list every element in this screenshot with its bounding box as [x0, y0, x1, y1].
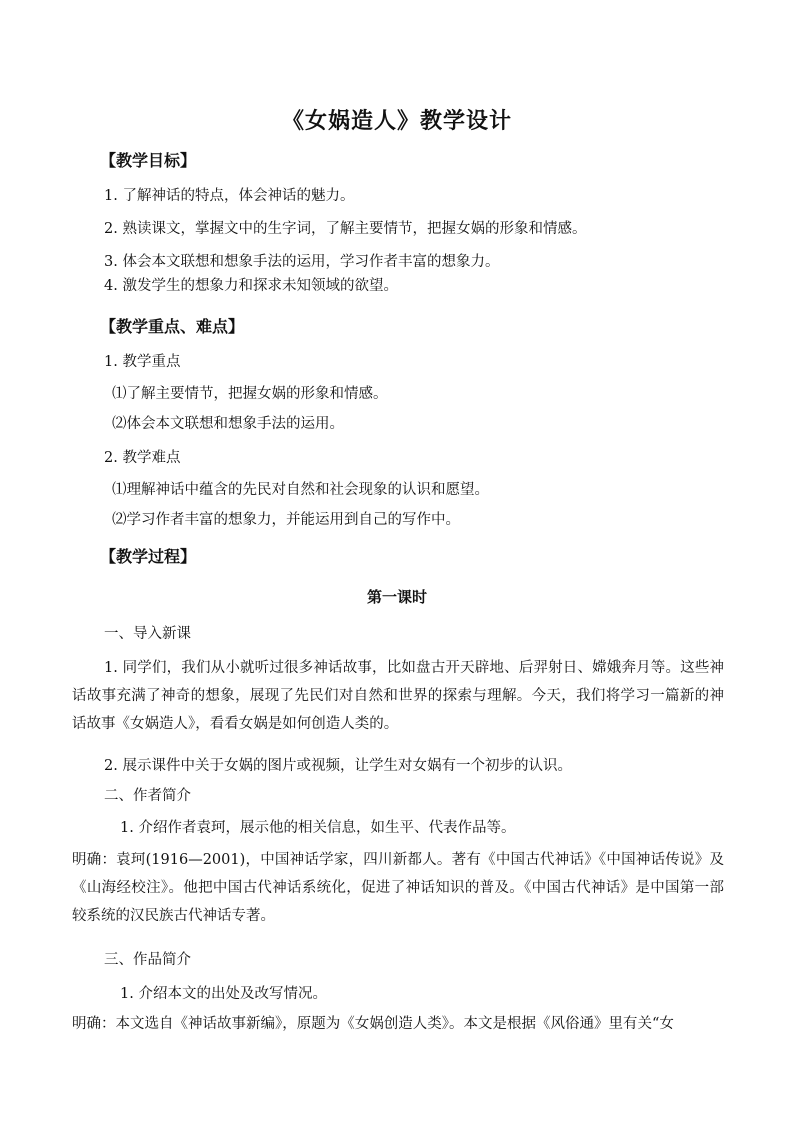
goal-item: 1. 了解神话的特点，体会神话的魅力。: [104, 188, 355, 204]
section-heading-keys: 【教学重点、难点】: [100, 317, 245, 336]
key-item: ⑵体会本文联想和想象手法的运用。: [112, 416, 344, 432]
goal-item: 4. 激发学生的想象力和探求未知领域的欲望。: [104, 278, 398, 294]
paragraph: 2. 展示课件中关于女娲的图片或视频，让学生对女娲有一个初步的认识。: [104, 758, 572, 774]
part-heading: 三、作品简介: [104, 952, 191, 968]
key-item: ⑴了解主要情节，把握女娲的形象和情感。: [112, 386, 388, 402]
paragraph: 明确：袁珂(1916—2001)，中国神话学家，四川新都人。著有《中国古代神话》《中国神话传说》及《山海经校注》。他把中国古代神话系统化，促进了神话知识的普及。《中国古代神话》是中国第一部较系统的汉民族古代神话专著。: [72, 852, 724, 924]
paragraph: 1. 同学们，我们从小就听过很多神话故事，比如盘古开天辟地、后羿射日、嫦娥奔月等。这些神话故事充满了神奇的想象，展现了先民们对自然和世界的探索与理解。今天，我们将学习一篇新的神话故事《女娲造人》，看看女娲是如何创造人类的。: [72, 660, 724, 732]
paragraph: 1. 介绍作者袁珂，展示他的相关信息，如生平、代表作品等。: [120, 820, 516, 836]
lesson-title: 第一课时: [366, 588, 427, 606]
paragraph: 1. 介绍本文的出处及改写情况。: [120, 986, 327, 1002]
section-heading-process: 【教学过程】: [100, 547, 197, 566]
section-heading-goals: 【教学目标】: [100, 151, 197, 170]
difficulty-item: ⑴理解神话中蕴含的先民对自然和社会现象的认识和愿望。: [112, 482, 489, 498]
difficulty-label: 2. 教学难点: [104, 450, 181, 466]
difficulty-item: ⑵学习作者丰富的想象力，并能运用到自己的写作中。: [112, 512, 460, 528]
goal-item: 2. 熟读课文，掌握文中的生字词，了解主要情节，把握女娲的形象和情感。: [104, 221, 587, 237]
document-title: 《女娲造人》教学设计: [281, 109, 512, 134]
part-heading: 一、导入新课: [104, 626, 191, 642]
goal-item: 3. 体会本文联想和想象手法的运用，学习作者丰富的想象力。: [104, 254, 500, 270]
paragraph: 明确：本文选自《神话故事新编》，原题为《女娲创造人类》。本文是根据《风俗通》里有关“女: [72, 1016, 674, 1032]
part-heading: 二、作者简介: [104, 788, 191, 804]
key-label: 1. 教学重点: [104, 354, 181, 370]
